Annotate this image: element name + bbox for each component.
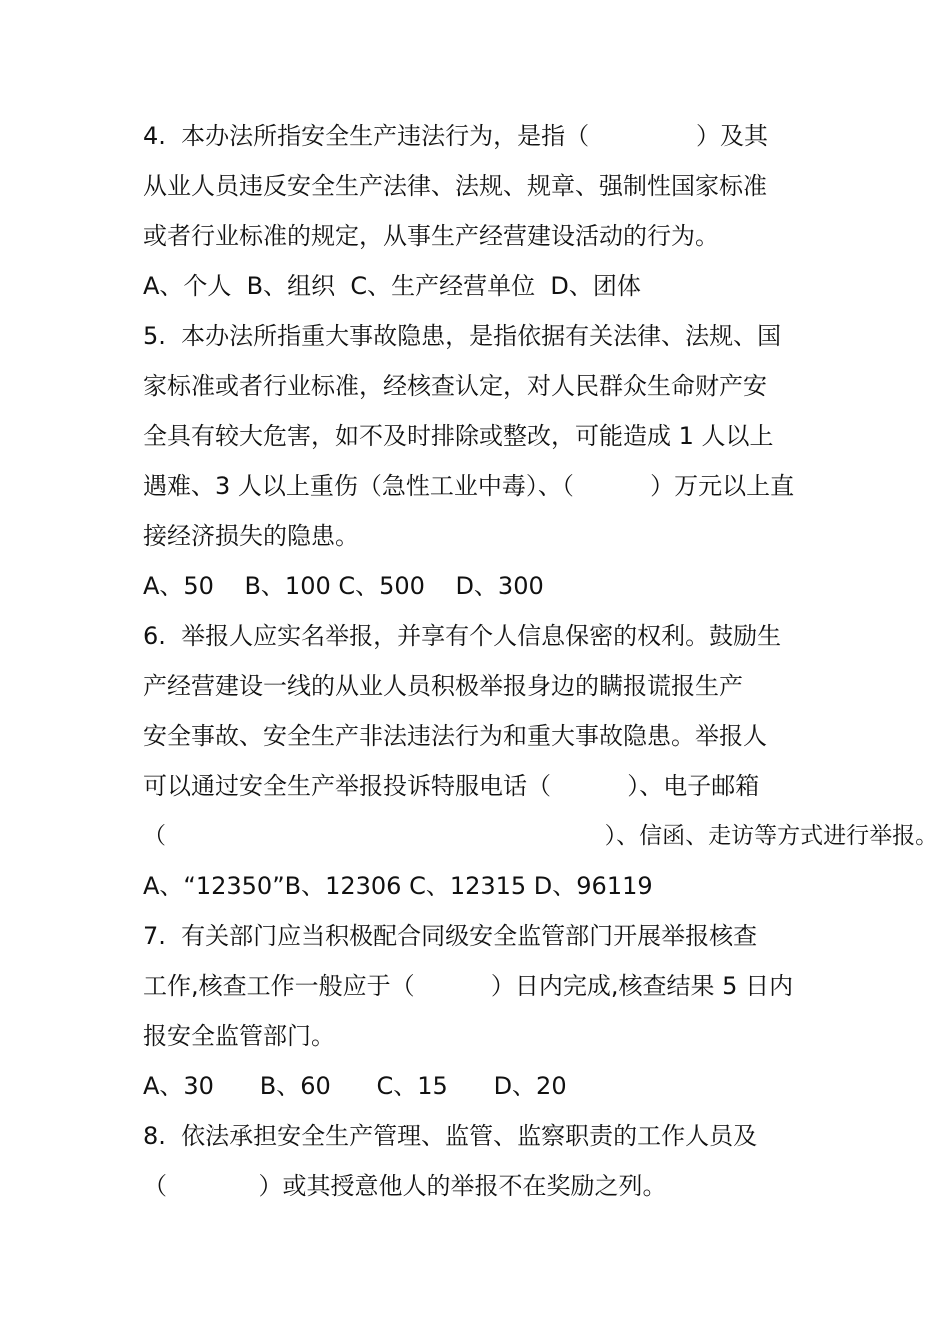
q5-line-5: 接经济损失的隐患。 bbox=[143, 522, 359, 550]
q5-line-4: 遇难、3 人以上重伤（急性工业中毒）、（ ）万元以上直 bbox=[143, 472, 795, 500]
q4-line-2: 从业人员违反安全生产法律、法规、规章、强制性国家标准 bbox=[143, 172, 767, 200]
q7-options: A、30 B、60 C、15 D、20 bbox=[143, 1072, 567, 1100]
q6-line-4: 可以通过安全生产举报投诉特服电话（ ）、电子邮箱 bbox=[143, 772, 760, 800]
q4-line-3: 或者行业标准的规定，从事生产经营建设活动的行为。 bbox=[143, 222, 719, 250]
q6-line-5: （ ）、信函、走访等方式进行举报。 bbox=[143, 823, 939, 849]
q5-options: A、50 B、100 C、500 D、300 bbox=[143, 572, 544, 600]
q6-line-1: 6. 举报人应实名举报，并享有个人信息保密的权利。鼓励生 bbox=[143, 622, 782, 650]
q6-line-3: 安全事故、安全生产非法违法行为和重大事故隐患。举报人 bbox=[143, 722, 767, 750]
q6-options: A、“12350”B、12306 C、12315 D、96119 bbox=[143, 872, 653, 900]
q4-line-1: 4. 本办法所指安全生产违法行为，是指（ ）及其 bbox=[143, 122, 768, 150]
q7-line-2: 工作,核查工作一般应于（ ）日内完成,核查结果 5 日内 bbox=[143, 972, 794, 1000]
q5-line-2: 家标准或者行业标准，经核查认定，对人民群众生命财产安 bbox=[143, 372, 767, 400]
question-list bbox=[143, 111, 943, 1211]
q6-line-2: 产经营建设一线的从业人员积极举报身边的瞒报谎报生产 bbox=[143, 672, 743, 700]
q5-line-1: 5. 本办法所指重大事故隐患，是指依据有关法律、法规、国 bbox=[143, 322, 782, 350]
q7-line-1: 7. 有关部门应当积极配合同级安全监管部门开展举报核查 bbox=[143, 922, 758, 950]
q5-line-3: 全具有较大危害，如不及时排除或整改，可能造成 1 人以上 bbox=[143, 422, 774, 450]
q7-line-3: 报安全监管部门。 bbox=[143, 1022, 335, 1050]
q8-line-2: （ ）或其授意他人的举报不在奖励之列。 bbox=[143, 1172, 667, 1200]
q8-line-1: 8. 依法承担安全生产管理、监管、监察职责的工作人员及 bbox=[143, 1122, 758, 1150]
q4-options: A、个人 B、组织 C、生产经营单位 D、团体 bbox=[143, 272, 641, 300]
